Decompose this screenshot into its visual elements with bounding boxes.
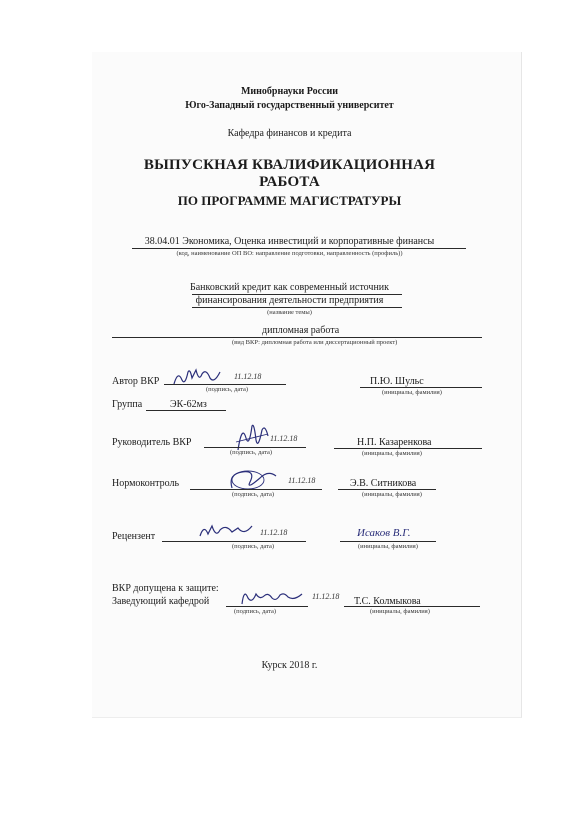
program-underline — [132, 248, 466, 249]
program-caption: (код, наименование ОП ВО: направление подготовки, направленность (профиль)) — [176, 250, 403, 257]
reviewer-name: Исаков В.Г. — [357, 527, 411, 539]
reviewer-name-line — [340, 541, 436, 542]
topic-underline-2 — [192, 307, 402, 308]
reviewer-sign-line — [162, 541, 306, 542]
author-label: Автор ВКР — [112, 376, 160, 387]
supervisor-label: Руководитель ВКР — [112, 437, 192, 448]
admission-name-line — [344, 606, 480, 607]
program-value: 38.04.01 Экономика, Оценка инвестиций и корпоративные финансы — [144, 236, 435, 247]
topic-line-1: Банковский кредит как современный источник — [189, 282, 390, 293]
work-type-underline — [112, 337, 482, 338]
supervisor-name-caption: (инициалы, фамилия) — [362, 450, 422, 457]
title-line-1: ВЫПУСКНАЯ КВАЛИФИКАЦИОННАЯ — [143, 157, 436, 173]
supervisor-sign-line — [204, 447, 306, 448]
author-name: П.Ю. Шульс — [370, 376, 424, 387]
admission-name-caption: (инициалы, фамилия) — [370, 608, 430, 615]
author-sign-line — [164, 384, 286, 385]
author-date: 11.12.18 — [234, 372, 262, 381]
title-line-2: РАБОТА — [259, 174, 320, 190]
city-year: Курск 2018 г. — [261, 660, 318, 671]
topic-line-2: финансирования деятельности предприятия — [195, 295, 384, 306]
reviewer-date: 11.12.18 — [260, 528, 288, 537]
topic-caption: (название темы) — [267, 309, 312, 316]
reviewer-label: Рецензент — [112, 531, 156, 542]
admission-signature — [238, 586, 306, 608]
author-name-caption: (инициалы, фамилия) — [382, 389, 442, 396]
admission-sign-caption: (подпись, дата) — [234, 608, 277, 615]
work-type-value: дипломная работа — [262, 325, 340, 336]
supervisor-sign-caption: (подпись, дата) — [230, 449, 273, 456]
normcontrol-label: Нормоконтроль — [112, 478, 180, 489]
admission-line-1: ВКР допущена к защите: — [112, 583, 219, 594]
reviewer-signature — [196, 520, 256, 542]
admission-sign-line — [226, 606, 308, 607]
author-sign-caption: (подпись, дата) — [206, 386, 249, 393]
supervisor-name-line — [334, 448, 482, 449]
admission-name: Т.С. Колмыкова — [354, 596, 421, 607]
normcontrol-sign-caption: (подпись, дата) — [232, 491, 275, 498]
normcontrol-name-caption: (инициалы, фамилия) — [362, 491, 422, 498]
university-name: Юго-Западный государственный университет — [185, 100, 394, 111]
title-line-3: ПО ПРОГРАММЕ МАГИСТРАТУРЫ — [177, 193, 402, 208]
supervisor-name: Н.П. Казаренкова — [357, 437, 432, 448]
normcontrol-date: 11.12.18 — [288, 476, 316, 485]
reviewer-sign-caption: (подпись, дата) — [232, 543, 275, 550]
work-type-caption: (вид ВКР: дипломная работа или диссертационный проект) — [232, 339, 398, 346]
normcontrol-sign-line — [190, 489, 322, 490]
admission-date: 11.12.18 — [312, 592, 340, 601]
ministry-name: Минобрнауки России — [240, 86, 339, 97]
supervisor-date: 11.12.18 — [270, 434, 298, 443]
department-name: Кафедра финансов и кредита — [227, 128, 352, 139]
admission-label: Заведующий кафедрой — [112, 596, 210, 607]
normcontrol-name: Э.В. Ситникова — [350, 478, 417, 489]
reviewer-name-caption: (инициалы, фамилия) — [358, 543, 418, 550]
normcontrol-name-line — [338, 489, 436, 490]
author-name-line — [360, 387, 482, 388]
group-value: ЭК-62мз — [170, 399, 207, 410]
group-underline — [146, 410, 226, 411]
group-label: Группа — [112, 399, 143, 410]
